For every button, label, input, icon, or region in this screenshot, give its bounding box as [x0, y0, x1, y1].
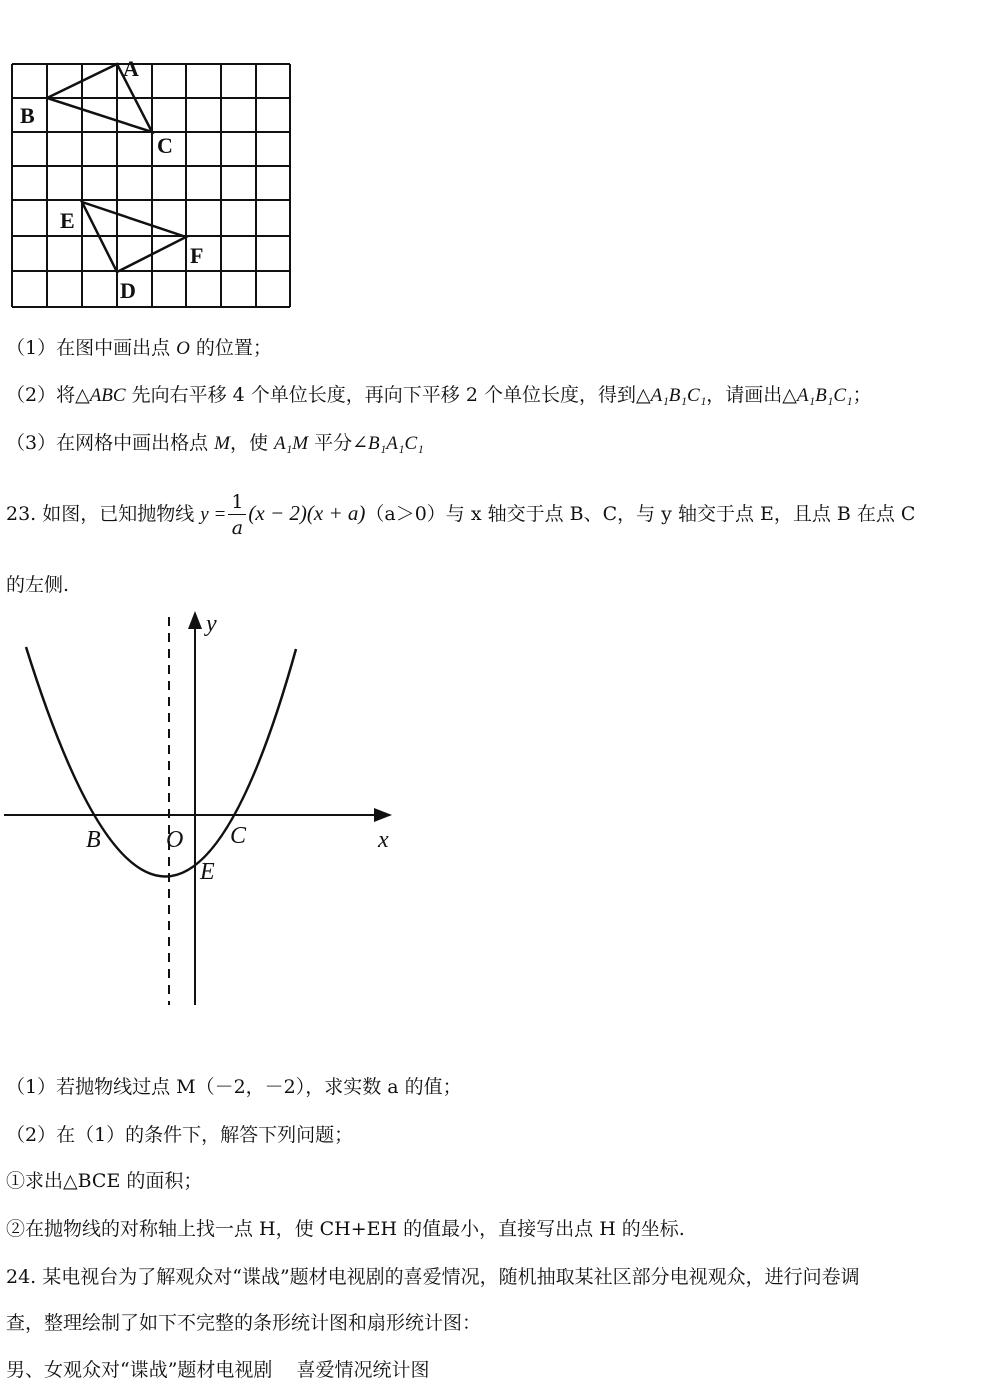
q22-p1-var: O [176, 338, 190, 359]
label-x: x [378, 827, 389, 853]
q24-line2: 查，整理绘制了如下不完整的条形统计图和扇形统计图： [6, 1312, 482, 1334]
parabola-curve [26, 647, 296, 877]
parabola-figure [0, 605, 400, 1010]
label-f: F [190, 243, 204, 268]
q23-fraction [228, 490, 246, 541]
q23-frac-den: a [231, 516, 244, 539]
label-e-point: E [200, 859, 215, 885]
q22-p3-seg: A₁M [274, 433, 309, 454]
q22-p2-res1: A₁B₁C₁ [650, 385, 707, 406]
q23-eq-lhs: y = [200, 504, 227, 525]
q22-p1-prefix: （1）在图中画出点 [6, 337, 177, 359]
q22-part1 [6, 335, 272, 362]
label-e: E [60, 208, 75, 233]
q24-line1: 24. 某电视台为了解观众对“谍战”题材电视剧的喜爱情况，随机抽取某社区部分电视观众，进行问卷调 [6, 1266, 860, 1288]
q24-line3 [6, 1357, 429, 1383]
q23-condition: （a＞0）与 x 轴交于点 B、C，与 y 轴交于点 E，且点 B 在点 C [365, 503, 916, 525]
q23-stem [6, 485, 915, 543]
q24-line3-tail: 喜爱情况统计图 [296, 1359, 430, 1381]
q22-p2-mid2: ，请画出△ [706, 384, 797, 406]
q22-p2-prefix: （2）将△ [6, 384, 90, 406]
label-b: B [20, 103, 35, 128]
q23-part2: （2）在（1）的条件下，解答下列问题； [6, 1124, 354, 1146]
y-axis-arrow [188, 611, 202, 629]
q23-stem-cont: 的左侧. [6, 574, 70, 596]
q23-number: 23. 如图，已知抛物线 [6, 503, 201, 525]
q22-p3-m: M [214, 433, 230, 454]
label-y: y [206, 611, 217, 637]
q22-p1-suffix: 的位置； [189, 337, 272, 359]
q24-line3-head: 男、女观众对“谍战”题材电视剧 [6, 1359, 273, 1381]
q22-part3 [6, 430, 424, 457]
q22-p2-mid: 先向右平移 4 个单位长度，再向下平移 2 个单位长度，得到△ [125, 384, 651, 406]
q23-part1: （1）若抛物线过点 M（－2，－2），求实数 a 的值； [6, 1076, 462, 1098]
x-axis-arrow [374, 808, 392, 822]
q22-p2-res2: A₁B₁C₁ [796, 385, 853, 406]
label-d: D [120, 278, 136, 303]
label-a: A [123, 56, 139, 81]
q23-part2b: ②在抛物线的对称轴上找一点 H，使 CH+EH 的值最小，直接写出点 H 的坐标. [6, 1218, 685, 1240]
label-c-point: C [230, 823, 247, 849]
label-o: O [166, 827, 184, 853]
q22-p3-mid2: 平分∠ [308, 432, 369, 454]
q22-p2-abc: ABC [89, 385, 126, 406]
label-c: C [157, 133, 173, 158]
q23-frac-num: 1 [228, 490, 246, 515]
q22-p3-ang: B₁A₁C₁ [368, 433, 424, 454]
label-b-point: B [86, 827, 101, 853]
q22-p3-prefix: （3）在网格中画出格点 [6, 432, 215, 454]
q22-p3-mid: ，使 [229, 432, 275, 454]
q23-part2a: ①求出△BCE 的面积； [6, 1170, 203, 1192]
q22-p2-end: ； [852, 384, 872, 406]
grid-figure [0, 50, 300, 315]
q23-eq-rhs: (x − 2)(x + a) [248, 501, 366, 525]
q22-part2 [6, 382, 872, 409]
